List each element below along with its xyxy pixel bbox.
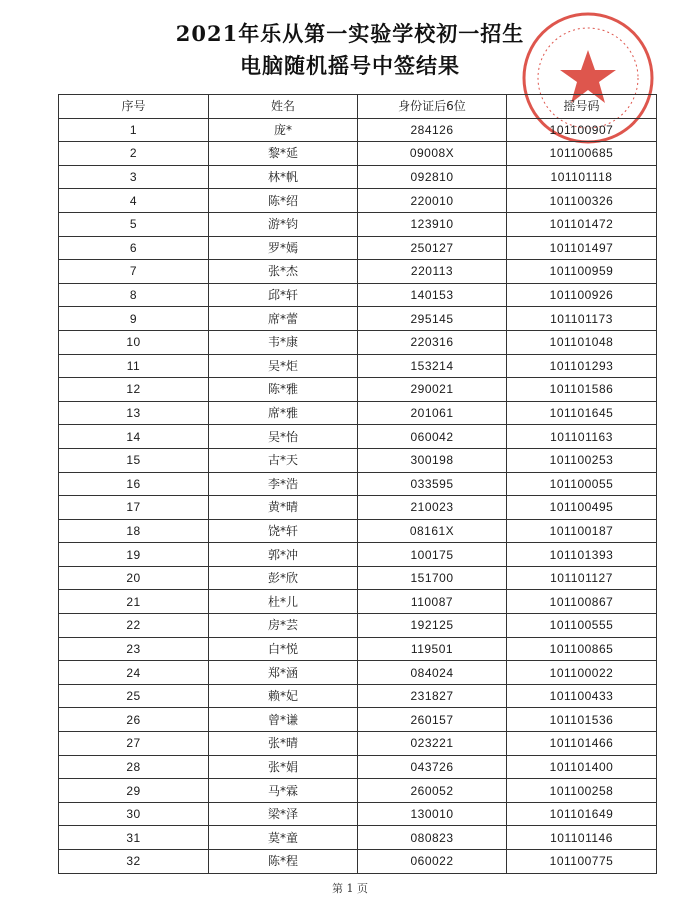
table-row: [59, 448, 657, 472]
student-name: 席*蕾: [209, 307, 358, 331]
id-suffix: 023221: [358, 732, 507, 756]
table-row: [59, 260, 657, 284]
id-suffix: 192125: [358, 614, 507, 638]
table-row: [59, 614, 657, 638]
student-name: 罗*嫣: [209, 236, 358, 260]
table-header-row: [59, 95, 657, 119]
row-index: 11: [59, 354, 209, 378]
table-row: [59, 684, 657, 708]
row-index: 15: [59, 448, 209, 472]
header-index: 序号: [59, 95, 209, 119]
student-name: 彭*欣: [209, 566, 358, 590]
table-row: [59, 378, 657, 402]
table-row: [59, 755, 657, 779]
lottery-code: 101100326: [507, 189, 657, 213]
id-suffix: 220010: [358, 189, 507, 213]
row-index: 32: [59, 850, 209, 874]
id-suffix: 080823: [358, 826, 507, 850]
row-index: 31: [59, 826, 209, 850]
row-index: 20: [59, 566, 209, 590]
table-row: [59, 307, 657, 331]
student-name: 杜*儿: [209, 590, 358, 614]
table-row: [59, 590, 657, 614]
row-index: 23: [59, 637, 209, 661]
lottery-code: 101101466: [507, 732, 657, 756]
table-row: [59, 118, 657, 142]
id-suffix: 151700: [358, 566, 507, 590]
id-suffix: 110087: [358, 590, 507, 614]
row-index: 24: [59, 661, 209, 685]
page-number: 第 1 页: [332, 882, 368, 895]
lottery-code: 101100495: [507, 496, 657, 520]
id-suffix: 140153: [358, 283, 507, 307]
student-name: 游*钧: [209, 212, 358, 236]
id-suffix: 033595: [358, 472, 507, 496]
lottery-code: 101100865: [507, 637, 657, 661]
lottery-code: 101101497: [507, 236, 657, 260]
table-row: [59, 566, 657, 590]
student-name: 赖*妃: [209, 684, 358, 708]
table-row: [59, 708, 657, 732]
row-index: 10: [59, 330, 209, 354]
row-index: 26: [59, 708, 209, 732]
student-name: 张*娟: [209, 755, 358, 779]
lottery-code: 101100555: [507, 614, 657, 638]
row-index: 9: [59, 307, 209, 331]
student-name: 李*浩: [209, 472, 358, 496]
lottery-code: 101100253: [507, 448, 657, 472]
row-index: 27: [59, 732, 209, 756]
row-index: 19: [59, 543, 209, 567]
row-index: 28: [59, 755, 209, 779]
lottery-code: 101100022: [507, 661, 657, 685]
student-name: 陈*程: [209, 850, 358, 874]
table-row: [59, 425, 657, 449]
student-name: 梁*泽: [209, 802, 358, 826]
lottery-code: 101101536: [507, 708, 657, 732]
student-name: 曾*谦: [209, 708, 358, 732]
lottery-code: 101101127: [507, 566, 657, 590]
results-table-body: [59, 118, 657, 873]
lottery-code: 101101173: [507, 307, 657, 331]
id-suffix: 09008X: [358, 142, 507, 166]
id-suffix: 210023: [358, 496, 507, 520]
student-name: 庞*: [209, 118, 358, 142]
lottery-code: 101101293: [507, 354, 657, 378]
student-name: 张*杰: [209, 260, 358, 284]
id-suffix: 300198: [358, 448, 507, 472]
lottery-code: 101101146: [507, 826, 657, 850]
student-name: 古*天: [209, 448, 358, 472]
table-row: [59, 496, 657, 520]
id-suffix: 100175: [358, 543, 507, 567]
lottery-code: 101100959: [507, 260, 657, 284]
row-index: 29: [59, 779, 209, 803]
table-row: [59, 472, 657, 496]
student-name: 吴*怡: [209, 425, 358, 449]
student-name: 郑*涵: [209, 661, 358, 685]
id-suffix: 231827: [358, 684, 507, 708]
table-row: [59, 142, 657, 166]
table-row: [59, 330, 657, 354]
id-suffix: 260052: [358, 779, 507, 803]
header-name: 姓名: [209, 95, 358, 119]
document-title: 2021年乐从第一实验学校初一招生: [175, 21, 525, 46]
student-name: 莫*童: [209, 826, 358, 850]
id-suffix: 043726: [358, 755, 507, 779]
id-suffix: 123910: [358, 212, 507, 236]
id-suffix: 119501: [358, 637, 507, 661]
student-name: 白*悦: [209, 637, 358, 661]
lottery-code: 101100867: [507, 590, 657, 614]
header-id-suffix: 身份证后6位: [358, 95, 507, 119]
row-index: 30: [59, 802, 209, 826]
table-row: [59, 850, 657, 874]
table-row: [59, 802, 657, 826]
table-row: [59, 165, 657, 189]
student-name: 韦*康: [209, 330, 358, 354]
table-row: [59, 732, 657, 756]
student-name: 饶*轩: [209, 519, 358, 543]
table-row: [59, 401, 657, 425]
lottery-code: 101100685: [507, 142, 657, 166]
row-index: 17: [59, 496, 209, 520]
student-name: 吴*炬: [209, 354, 358, 378]
table-row: [59, 661, 657, 685]
row-index: 25: [59, 684, 209, 708]
lottery-code: 101100187: [507, 519, 657, 543]
lottery-code: 101101400: [507, 755, 657, 779]
table-row: [59, 236, 657, 260]
results-table: [58, 94, 657, 874]
row-index: 22: [59, 614, 209, 638]
id-suffix: 060042: [358, 425, 507, 449]
row-index: 16: [59, 472, 209, 496]
table-row: [59, 283, 657, 307]
row-index: 3: [59, 165, 209, 189]
id-suffix: 295145: [358, 307, 507, 331]
lottery-code: 101100055: [507, 472, 657, 496]
lottery-code: 101100775: [507, 850, 657, 874]
table-row: [59, 519, 657, 543]
lottery-code: 101101586: [507, 378, 657, 402]
student-name: 林*帆: [209, 165, 358, 189]
row-index: 12: [59, 378, 209, 402]
row-index: 14: [59, 425, 209, 449]
lottery-code: 101101163: [507, 425, 657, 449]
table-row: [59, 189, 657, 213]
lottery-code: 101101649: [507, 802, 657, 826]
id-suffix: 08161X: [358, 519, 507, 543]
id-suffix: 220316: [358, 330, 507, 354]
student-name: 郭*冲: [209, 543, 358, 567]
id-suffix: 290021: [358, 378, 507, 402]
lottery-code: 101101118: [507, 165, 657, 189]
lottery-code: 101101645: [507, 401, 657, 425]
lottery-code: 101100258: [507, 779, 657, 803]
student-name: 张*晴: [209, 732, 358, 756]
row-index: 21: [59, 590, 209, 614]
student-name: 邱*轩: [209, 283, 358, 307]
id-suffix: 153214: [358, 354, 507, 378]
id-suffix: 220113: [358, 260, 507, 284]
lottery-code: 101100926: [507, 283, 657, 307]
id-suffix: 250127: [358, 236, 507, 260]
row-index: 4: [59, 189, 209, 213]
student-name: 黎*延: [209, 142, 358, 166]
id-suffix: 201061: [358, 401, 507, 425]
id-suffix: 260157: [358, 708, 507, 732]
id-suffix: 284126: [358, 118, 507, 142]
table-row: [59, 354, 657, 378]
row-index: 6: [59, 236, 209, 260]
lottery-code: 101101472: [507, 212, 657, 236]
id-suffix: 130010: [358, 802, 507, 826]
table-row: [59, 212, 657, 236]
row-index: 2: [59, 142, 209, 166]
row-index: 1: [59, 118, 209, 142]
table-row: [59, 543, 657, 567]
id-suffix: 092810: [358, 165, 507, 189]
student-name: 黄*晴: [209, 496, 358, 520]
table-row: [59, 779, 657, 803]
header-lottery-code: 摇号码: [507, 95, 657, 119]
row-index: 5: [59, 212, 209, 236]
student-name: 房*芸: [209, 614, 358, 638]
student-name: 陈*雅: [209, 378, 358, 402]
document-subtitle: 电脑随机摇号中签结果: [240, 53, 460, 78]
lottery-code: 101100907: [507, 118, 657, 142]
row-index: 18: [59, 519, 209, 543]
id-suffix: 084024: [358, 661, 507, 685]
student-name: 陈*绍: [209, 189, 358, 213]
lottery-code: 101100433: [507, 684, 657, 708]
row-index: 7: [59, 260, 209, 284]
table-row: [59, 637, 657, 661]
id-suffix: 060022: [358, 850, 507, 874]
student-name: 席*雅: [209, 401, 358, 425]
student-name: 马*霖: [209, 779, 358, 803]
lottery-code: 101101048: [507, 330, 657, 354]
row-index: 13: [59, 401, 209, 425]
lottery-code: 101101393: [507, 543, 657, 567]
row-index: 8: [59, 283, 209, 307]
table-row: [59, 826, 657, 850]
